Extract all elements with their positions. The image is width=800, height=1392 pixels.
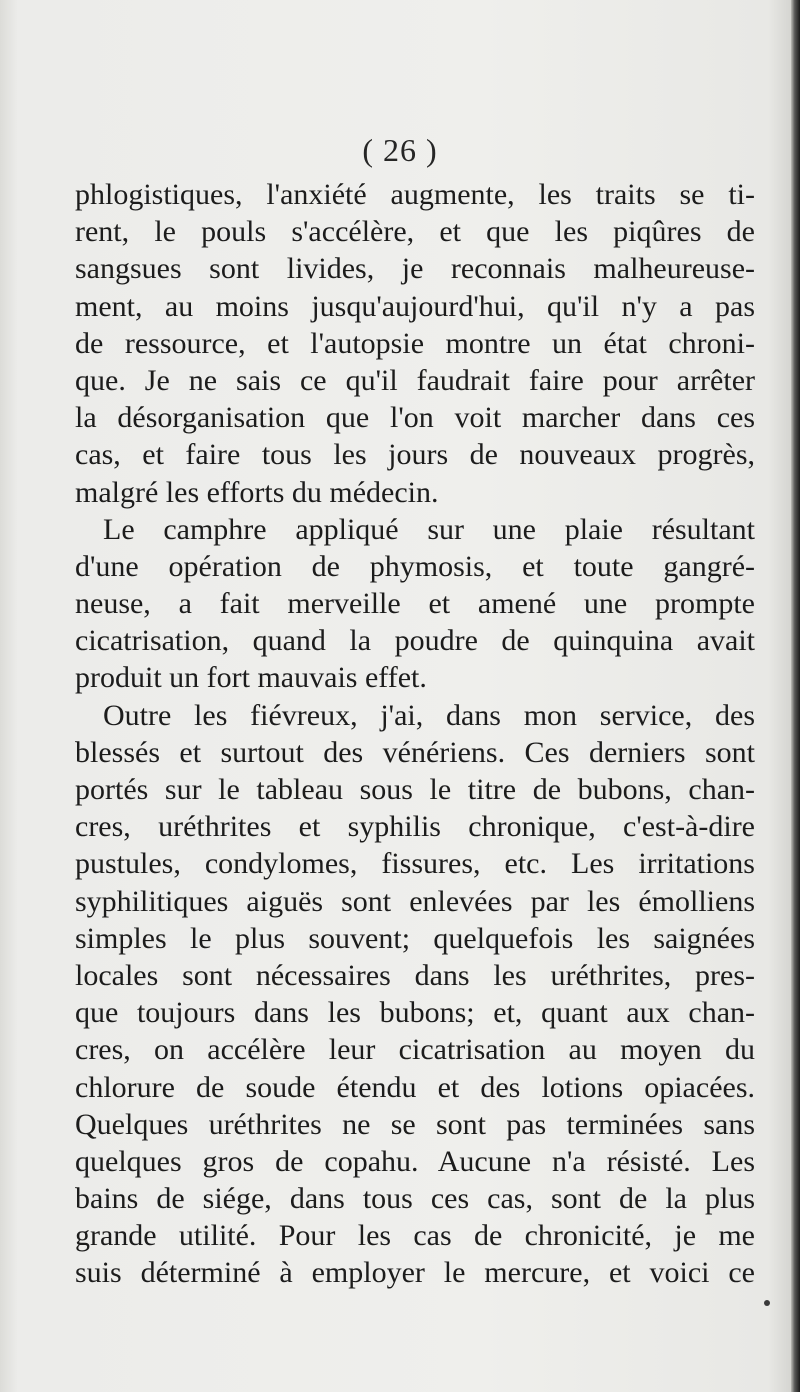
text-line: de ressource, et l'autopsie montre un état chroni- (75, 326, 755, 360)
text-line: neuse, a fait merveille et amené une prompte (75, 587, 755, 621)
text-line: la désorganisation que l'on voit marcher dans ces (75, 401, 755, 435)
text-line: pustules, condylomes, fissures, etc. Les irritations (75, 847, 755, 881)
page-edge-shadow (791, 0, 800, 1392)
text-line: malgré les efforts du médecin. (75, 475, 439, 509)
text-line: locales sont nécessaires dans les uréthrites, pres- (75, 958, 755, 992)
text-line: quelques gros de copahu. Aucune n'a résisté. Les (75, 1144, 755, 1178)
text-line: phlogistiques, l'anxiété augmente, les traits se ti- (75, 178, 755, 211)
text-line: que toujours dans les bubons; et, quant aux chan- (75, 996, 755, 1030)
text-line: d'une opération de phymosis, et toute gangré- (75, 549, 755, 583)
ink-speck (764, 1300, 770, 1306)
text-line: rent, le pouls s'accélère, et que les piqûres de (75, 215, 755, 249)
text-line: bains de siége, dans tous ces cas, sont de la plus (75, 1182, 755, 1216)
text-line: chlorure de soude étendu et des lotions opiacées. (75, 1070, 755, 1104)
text-line: cres, on accélère leur cicatrisation au moyen du (75, 1033, 755, 1067)
paragraph-start-line: Outre les fiévreux, j'ai, dans mon service, des (103, 698, 755, 732)
text-line: syphilitiques aiguës sont enlevées par les émolliens (75, 884, 755, 918)
text-line: ment, au moins jusqu'aujourd'hui, qu'il n'y a pas (75, 289, 755, 323)
text-line: simples le plus souvent; quelquefois les saignées (75, 921, 755, 955)
text-line: sangsues sont livides, je reconnais malheureuse- (75, 252, 755, 286)
text-line: cicatrisation, quand la poudre de quinquina avait (75, 624, 755, 658)
text-line: cres, uréthrites et syphilis chronique, c'est-à-dire (75, 810, 755, 844)
text-line: que. Je ne sais ce qu'il faudrait faire pour arrêter (75, 363, 755, 397)
text-line: grande utilité. Pour les cas de chronicité, je me (75, 1219, 755, 1253)
text-line: produit un fort mauvais effet. (75, 661, 427, 695)
text-line: suis déterminé à employer le mercure, et voici ce (75, 1256, 755, 1290)
page-number: ( 26 ) (362, 132, 438, 168)
page-body-text (75, 176, 755, 1292)
text-line: Quelques uréthrites ne se sont pas terminées sans (75, 1107, 755, 1141)
text-line: blessés et surtout des vénériens. Ces derniers sont (75, 735, 755, 769)
text-line: portés sur le tableau sous le titre de bubons, chan- (75, 773, 755, 806)
text-line: cas, et faire tous les jours de nouveaux progrès, (75, 438, 755, 472)
paragraph-start-line: Le camphre appliqué sur une plaie résultant (103, 512, 755, 546)
